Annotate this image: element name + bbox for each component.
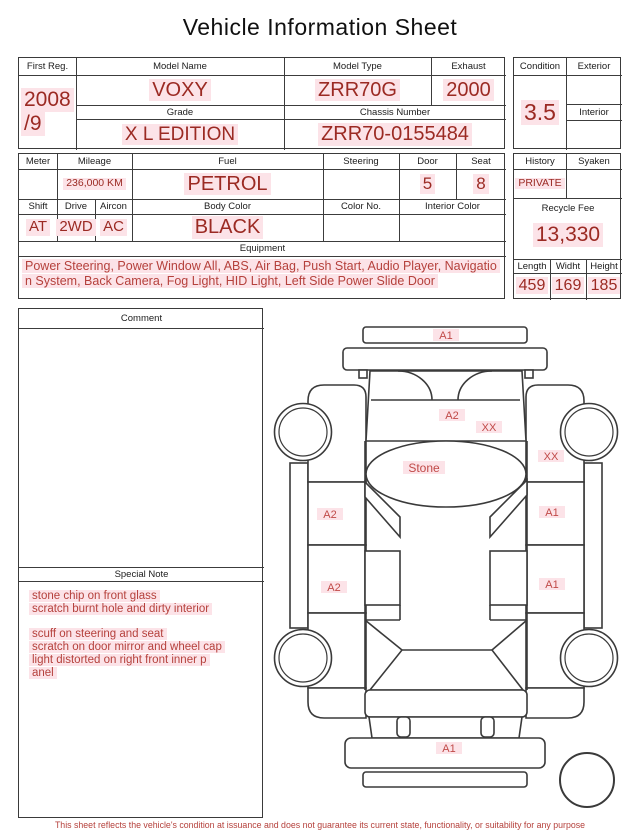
note-line [29,616,259,629]
divider [514,198,622,199]
comment-label: Comment [120,312,163,324]
height-value: 185 [586,273,622,298]
c-pillar-left [365,620,402,650]
recycle-fee-label: Recycle Fee [541,202,595,214]
comment-box [18,308,263,818]
left-slide-door-panel [308,545,366,613]
mileage-label: Mileage [77,156,112,167]
front-bumper [343,348,547,370]
rear-bumper-lower [363,772,527,787]
condition-value: 3.5 [514,75,566,150]
divider [19,581,264,582]
right-rear-corner [526,688,584,718]
first-reg-value [21,76,76,148]
right-side-rail [584,463,602,628]
front-right-wheel [561,404,618,461]
spare-wheel [560,753,614,807]
meter-label: Meter [25,156,51,167]
c-pillar-right [492,620,527,650]
rear-right-wheel [561,630,618,687]
roof [366,441,526,507]
bumper-tab-left [359,370,367,378]
first-reg-year: 2008 [21,88,74,112]
tailgate [365,690,527,717]
damage-label-front-bumper: A1 [439,330,453,342]
tailgate-tab-left [397,717,410,737]
first-reg-month: /9 [21,112,45,136]
right-slide-window [490,551,527,605]
vehicle-damage-diagram [270,315,630,815]
history-value: PRIVATE [514,169,566,198]
drive-value: 2WD [57,214,95,241]
note-line: scuff on steering and seat [29,628,259,641]
grade-label: Grade [166,106,194,118]
note-line: scratch on door mirror and wheel cap [29,641,259,654]
special-note-label: Special Note [114,568,169,580]
damage-label-right-front-door: A1 [545,507,559,519]
model-type-value: ZRR70G [284,75,431,105]
equipment-label: Equipment [239,243,286,254]
divider [566,120,622,121]
disclaimer-text: This sheet reflects the vehicle's condition at issuance and does not guarantee its current state, functionality, or suitability for any purpose [54,820,586,830]
front-left-wheel [275,404,332,461]
syaken-label: Syaken [578,156,610,167]
divider [19,256,506,257]
seat-label: Seat [471,156,491,167]
model-name-value: VOXY [76,75,284,105]
fuel-value: PETROL [132,169,323,199]
equipment-text [22,259,504,288]
damage-label-right-fender-xx: XX [543,451,559,463]
interior-label: Interior [579,106,609,118]
fuel-label: Fuel [218,156,237,167]
equipment-line: n System, Back Camera, Fog Light, HID Light, Left Side Power Slide Door [22,274,504,289]
spec-table [18,153,505,299]
exhaust-value: 2000 [431,75,506,105]
tailgate-tab-right [481,717,494,737]
length-label: Length [517,260,547,272]
page-title: Vehicle Information Sheet [182,14,458,40]
history-box [513,153,621,299]
damage-label-roof-stone: Stone [408,461,440,475]
note-line: stone chip on front glass [29,590,259,603]
model-type-label: Model Type [333,61,382,72]
height-label: Height [590,260,618,272]
history-label: History [525,156,555,167]
tailgate-lower [369,717,522,738]
aircon-value: AC [95,214,132,241]
width-label: Widht [555,260,581,272]
body-color-value: BLACK [132,214,323,241]
interior-color-label: Interior Color [425,201,480,212]
condition-label: Condition [519,61,561,72]
exterior-label: Exterior [577,61,611,72]
divider [19,328,264,329]
chassis-number-label: Chassis Number [359,106,431,118]
color-no-label: Color No. [340,201,382,212]
special-note-text [29,590,259,680]
width-value: 169 [550,273,586,298]
aircon-label: Aircon [100,201,127,212]
grade-value: X L EDITION [76,119,284,150]
rear-left-wheel [275,630,332,687]
left-rear-corner [308,688,366,718]
drive-label: Drive [64,201,88,212]
note-line: scratch burnt hole and dirty interior [29,603,259,616]
damage-label-windshield-xx: XX [481,422,497,434]
damage-label-left-front-door: A2 [323,509,337,521]
damage-label-rear-bumper: A1 [442,743,456,755]
first-reg-label: First Reg. [26,61,69,72]
damage-label-windshield-a2: A2 [445,410,459,422]
rear-window [370,650,523,690]
top-table [18,57,505,149]
left-side-rail [290,463,308,628]
steering-label: Steering [343,156,379,167]
chassis-number-value: ZRR70-0155484 [284,119,506,150]
damage-label-right-slide-door: A1 [545,579,559,591]
body-color-label: Body Color [204,201,251,212]
exhaust-label: Exhaust [451,61,486,72]
left-slide-window [365,551,400,605]
damage-label-left-slide-door: A2 [327,582,341,594]
shift-value: AT [19,214,57,241]
door-label: Door [417,156,438,167]
length-value: 459 [514,273,550,298]
mileage-value: 236,000 KM [57,169,132,199]
door-value: 5 [399,169,456,199]
condition-box [513,57,621,149]
shift-label: Shift [28,201,48,212]
bumper-tab-right [525,370,533,378]
equipment-line: Power Steering, Power Window All, ABS, Air Bag, Push Start, Audio Player, Navigatio [22,259,504,274]
seat-value: 8 [456,169,506,199]
recycle-fee-value: 13,330 [514,215,622,255]
note-line: anel [29,667,259,680]
note-line: light distorted on right front inner p [29,654,259,667]
model-name-label: Model Name [153,61,207,72]
